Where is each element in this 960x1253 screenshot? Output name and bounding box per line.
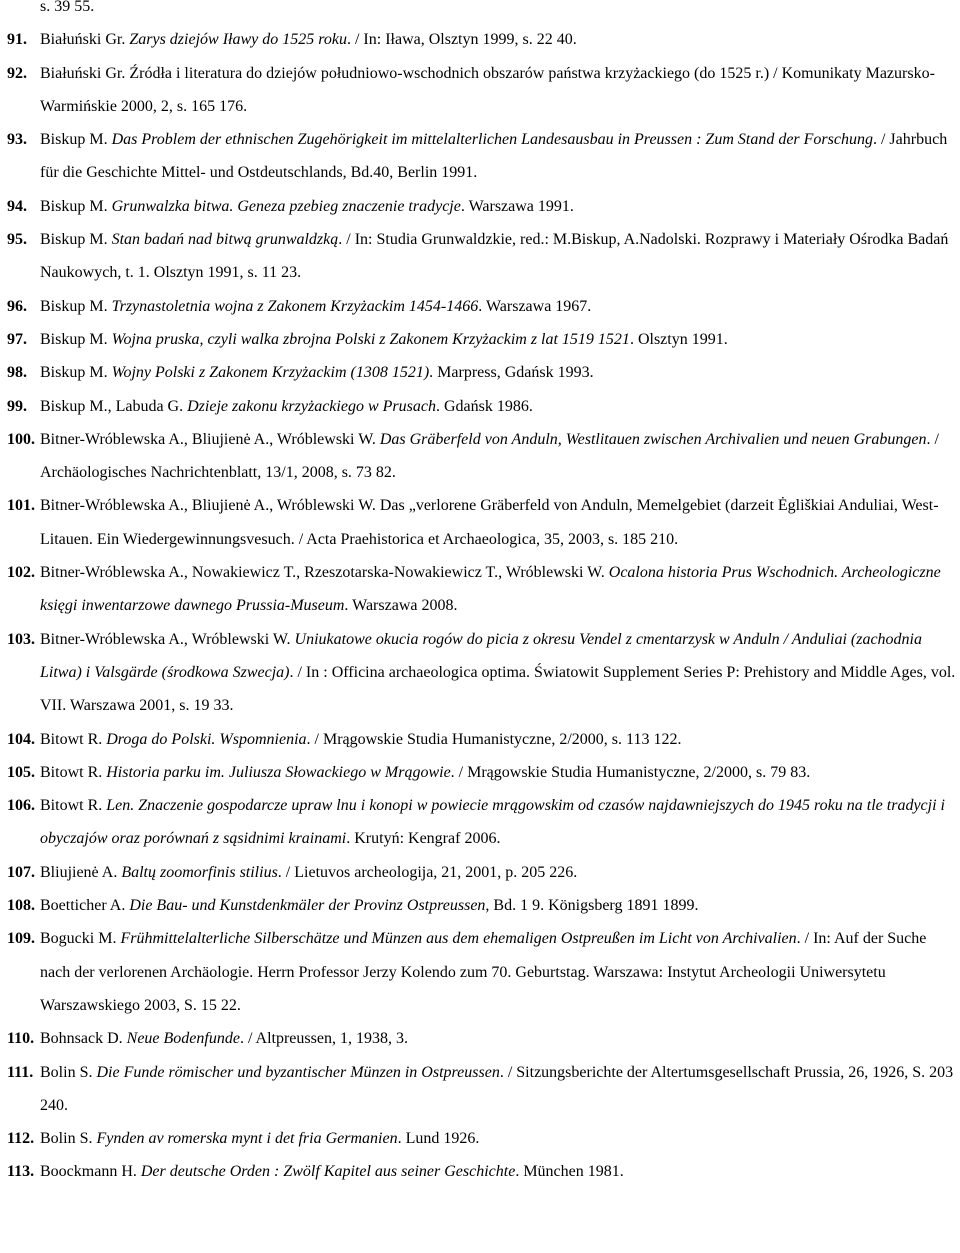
entry-author: Bolin S. xyxy=(40,1130,97,1148)
entry-author: Bitner-Wróblewska A., Bliujienė A., Wróblewski W. xyxy=(40,430,380,448)
bibliography-entry xyxy=(0,856,960,889)
entry-number: 97. xyxy=(7,330,27,348)
entry-source: . / Jahrbuch für die Geschichte Mittel- und Ostdeutschlands, Bd.40, Berlin 1991. xyxy=(40,131,948,182)
entry-author: Biskup M. xyxy=(40,131,112,149)
bibliography-entry xyxy=(0,1056,960,1123)
entry-source: . / Archäologisches Nachrichtenblatt, 13/1, 2008, s. 73 82. xyxy=(40,430,939,482)
entry-title: Uniukatowe okucia rogów do picia z okresu Vendel z cmentarzysk w Anduln / Anduliai (zachodnia Litwa) i Valsgärde (środkowa Szwecja) xyxy=(40,630,922,681)
entry-number: 113. xyxy=(7,1163,35,1181)
entry-title: Wojny Polski z Zakonem Krzyżackim (1308 1521) xyxy=(111,364,430,382)
entry-source: . Krutyń: Kengraf 2006. xyxy=(346,830,501,848)
bibliography-entry xyxy=(0,1122,960,1155)
entry-title: Der deutsche Orden : Zwölf Kapitel aus seiner Geschichte xyxy=(140,1163,516,1181)
entry-number: 92. xyxy=(7,64,27,82)
entry-author: Bogucki M. xyxy=(40,930,121,948)
entry-number: 110. xyxy=(7,1030,35,1048)
entry-author: Biskup M. xyxy=(40,231,112,249)
entry-author: Boockmann H. xyxy=(40,1163,141,1181)
bibliography-entry xyxy=(0,1022,960,1055)
bibliography-entry xyxy=(0,1155,960,1188)
entry-author: Białuński Gr. xyxy=(40,31,130,49)
entry-number: 106. xyxy=(7,797,35,815)
entry-title: Trzynastoletnia wojna z Zakonem Krzyżackim 1454-1466 xyxy=(111,297,479,315)
entry-number: 94. xyxy=(7,197,27,215)
entry-source: . / Mrągowskie Studia Humanistyczne, 2/2000, s. 79 83. xyxy=(450,763,811,781)
bibliography-entry xyxy=(0,190,960,223)
entry-title: Neue Bodenfunde xyxy=(126,1030,240,1048)
entry-source: . / In : Officina archaeologica optima. Światowit Supplement Series P: Prehistory and Middle Ages, vol. VII. Warszawa 2001, s. 19 33. xyxy=(40,663,956,715)
entry-title: Droga do Polski. Wspomnienia xyxy=(106,730,307,748)
entry-source: . Gdańsk 1986. xyxy=(435,397,533,415)
entry-author: Biskup M. xyxy=(40,197,112,215)
bibliography-list xyxy=(0,23,960,1188)
entry-author: Bitowt R. xyxy=(40,730,107,748)
entry-number: 93. xyxy=(7,131,27,149)
bibliography-entry xyxy=(0,323,960,356)
entry-number: 95. xyxy=(7,231,27,249)
entry-title: Grunwalzka bitwa. Geneza pzebieg znaczenie tradycje xyxy=(111,197,461,215)
bibliography-entry xyxy=(0,423,960,490)
entry-author: Bliujienė A. xyxy=(40,863,122,881)
entry-author: Biskup M. xyxy=(40,297,112,315)
bibliography-entry xyxy=(0,756,960,789)
entry-number: 100. xyxy=(7,430,35,448)
entry-title: Dzieje zakonu krzyżackiego w Prusach xyxy=(187,397,436,415)
entry-number: 105. xyxy=(7,763,35,781)
entry-title: Das Gräberfeld von Anduln, Westlitauen zwischen Archivalien und neuen Grabungen xyxy=(379,430,927,448)
entry-title: Baltų zoomorfinis stilius xyxy=(121,863,278,881)
entry-number: 96. xyxy=(7,297,27,315)
entry-title: Ocalona historia Prus Wschodnich. Archeologiczne księgi inwentarzowe dawnego Prussia-Museum xyxy=(40,564,941,615)
entry-author: Bitowt R. xyxy=(40,797,107,815)
entry-author: Bitner-Wróblewska A., Nowakiewicz T., Rzeszotarska-Nowakiewicz T., Wróblewski W. xyxy=(40,564,609,582)
entry-author: Bolin S. xyxy=(40,1063,97,1081)
entry-source: . Marpress, Gdańsk 1993. xyxy=(429,364,594,382)
entry-source: . / Lietuvos archeologija, 21, 2001, p. 205 226. xyxy=(277,863,578,881)
entry-number: 112. xyxy=(7,1130,35,1148)
bibliography-entry xyxy=(0,922,960,1022)
entry-author: Bohnsack D. xyxy=(40,1030,127,1048)
bibliography-entry xyxy=(0,889,960,922)
entry-author: Bitowt R. xyxy=(40,763,107,781)
bibliography-entry xyxy=(0,556,960,623)
entry-title: Historia parku im. Juliuszа Słowackiego w Mrągowie xyxy=(106,763,451,781)
entry-number: 101. xyxy=(7,497,35,515)
entry-source: . / Altpreussen, 1, 1938, 3. xyxy=(239,1030,408,1048)
continuation-line xyxy=(0,0,960,23)
entry-title: Stan badań nad bitwą grunwaldzką xyxy=(111,231,339,249)
entry-source: . Warszawa 1967. xyxy=(478,297,592,315)
entry-title: Fynden av romerska mynt i det fria Germanien xyxy=(96,1130,398,1148)
entry-number: 111. xyxy=(7,1063,34,1081)
entry-source: . / In: Studia Grunwaldzkie, red.: M.Biskup, A.Nadolski. Rozprawy i Materiały Ośrodka Badań Naukowych, t. 1. Olsztyn 1991, s. 11 23. xyxy=(40,231,949,282)
entry-source: . / Sitzungsberichte der Altertumsgesellschaft Prussia, 26, 1926, S. 203 240. xyxy=(40,1063,954,1114)
entry-author: Bitner-Wróblewska A., Bliujienė A., Wróblewski W. Das „verlorene Gräberfeld von Anduln, Memelgebiet (darzeit Ėgliškiai Anduliai, West-Litauen. Ein Wiedergewinnungsvesuch. / Acta Praehistorica et Archaeologica, 35, 2003, s. 185 210. xyxy=(40,497,939,548)
entry-number: 108. xyxy=(7,897,35,915)
entry-title: Len. Znaczenie gospodarcze upraw lnu i konopi w powiecie mrągowskim od czasów najdawniejszych do 1945 roku na tle tradycji i obyczajów oraz porównań z sąsidnimi krainami xyxy=(40,797,945,848)
bibliography-entry xyxy=(0,23,960,56)
entry-number: 109. xyxy=(7,930,35,948)
entry-title: Die Bau- und Kunstdenkmäler der Provinz Ostpreussen xyxy=(129,897,486,915)
entry-author: Bitner-Wróblewska A., Wróblewski W. xyxy=(40,630,295,648)
entry-author: Biskup M., Labuda G. xyxy=(40,397,188,415)
entry-number: 107. xyxy=(7,863,35,881)
entry-source: . Warszawa 2008. xyxy=(344,597,458,615)
bibliography-entry xyxy=(0,623,960,723)
entry-author: Biskup M. xyxy=(40,330,112,348)
bibliography-entry xyxy=(0,356,960,389)
entry-author: Białuński Gr. Źródła i literatura do dziejów południowo-wschodnich obszarów państwa krzyżackiego (do 1525 r.) / Komunikaty Mazursko-Warmińskie 2000, 2, s. 165 176. xyxy=(40,64,935,115)
entry-source: , Bd. 1 9. Königsberg 1891 1899. xyxy=(485,897,699,915)
entry-source: . Olsztyn 1991. xyxy=(629,330,728,348)
continuation-text: s. 39 55. xyxy=(40,0,95,15)
entry-title: Die Funde römischer und byzantischer Münzen in Ostpreussen xyxy=(96,1063,500,1081)
bibliography-entry xyxy=(0,489,960,556)
bibliography-entry xyxy=(0,390,960,423)
bibliography-entry xyxy=(0,123,960,190)
entry-number: 98. xyxy=(7,364,27,382)
entry-source: . / Mrągowskie Studia Humanistyczne, 2/2000, s. 113 122. xyxy=(306,730,682,748)
entry-source: . / In: Iława, Olsztyn 1999, s. 22 40. xyxy=(346,31,577,49)
entry-number: 99. xyxy=(7,397,27,415)
entry-source: . / In: Auf der Suche nach der verlorenen Archäologie. Herrn Professor Jerzy Kolendo zum 70. Geburtstag. Warszawa: Instytut Archeologii Uniwersytetu Warszawskiego 2003, S. 15 22. xyxy=(40,930,927,1014)
entry-title: Wojna pruska, czyli walka zbrojna Polski z Zakonem Krzyżackim z lat 1519 1521 xyxy=(111,330,630,348)
bibliography-entry xyxy=(0,723,960,756)
entry-source: . Warszawa 1991. xyxy=(460,197,574,215)
bibliography-entry xyxy=(0,290,960,323)
entry-title: Zarys dziejów Iławy do 1525 roku xyxy=(129,31,347,49)
entry-number: 91. xyxy=(7,31,27,49)
entry-number: 103. xyxy=(7,630,35,648)
entry-number: 104. xyxy=(7,730,35,748)
entry-title: Das Problem der ethnischen Zugehörigkeit im mittelalterlichen Landesausbau in Preussen : Zum Stand der Forschung xyxy=(111,131,873,149)
bibliography-entry xyxy=(0,57,960,124)
entry-author: Biskup M. xyxy=(40,364,112,382)
entry-source: . Lund 1926. xyxy=(397,1130,480,1148)
entry-number: 102. xyxy=(7,564,35,582)
entry-source: . München 1981. xyxy=(515,1163,624,1181)
bibliography-entry xyxy=(0,223,960,290)
bibliography-entry xyxy=(0,789,960,856)
entry-author: Boetticher A. xyxy=(40,897,130,915)
entry-title: Frühmittelalterliche Silberschätze und Münzen aus dem ehemaligen Ostpreußen im Licht von Archivalien xyxy=(120,930,797,948)
